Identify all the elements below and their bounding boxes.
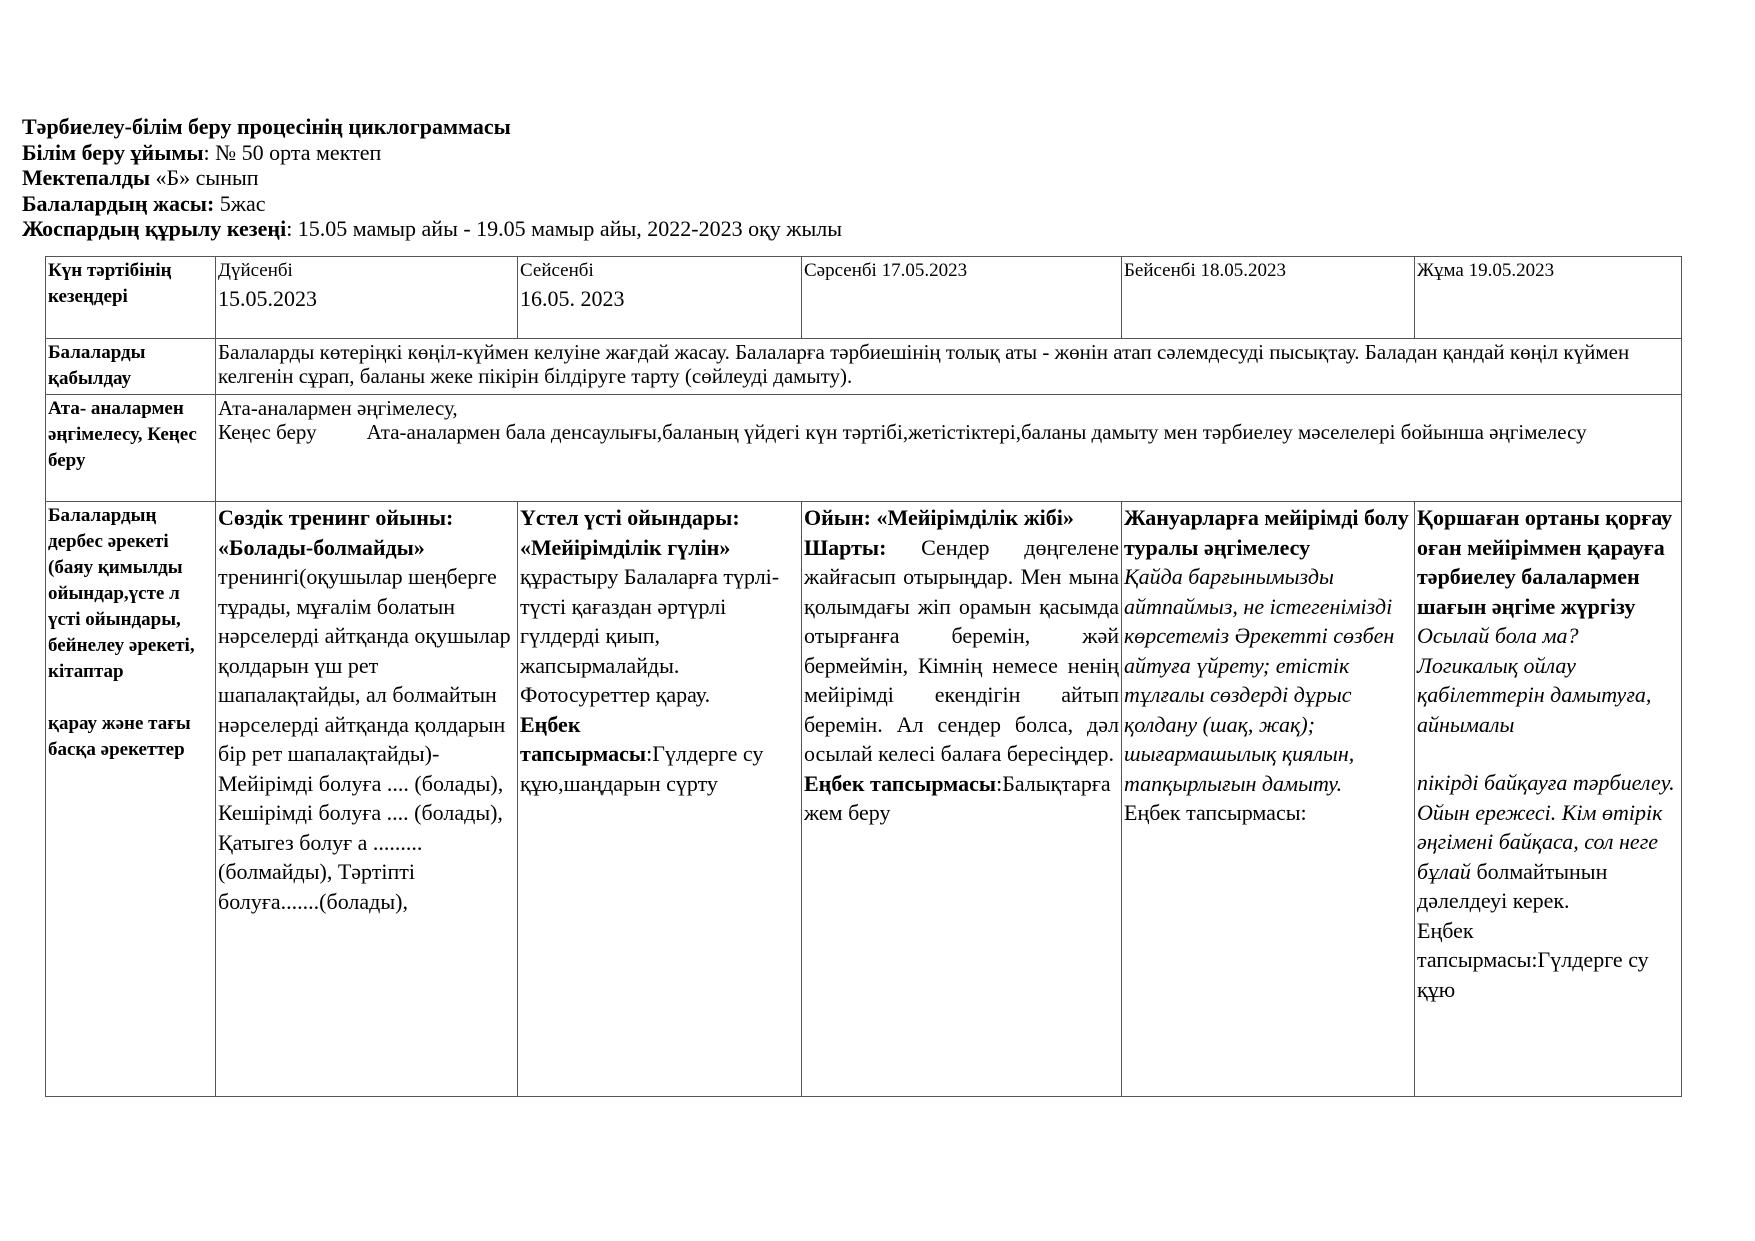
friday-activity <box>1415 502 1682 1097</box>
tuesday-task-label: Еңбек тапсырмасы <box>520 711 647 766</box>
thursday-activity-text: Қайда барғынымызды айтпаймыз, не істегенімізді көрсетеміз Әрекетті сөзбен айтуға үйрету; етістік тұлғалы сөздерді дұрыс қолдану (шақ, жақ); шығармашылық қиялын, тапқырлығын дамыту. <box>1124 564 1395 796</box>
friday-text-3: Ойын ережесі. Кім өтірік әңгімені байқаса, сол неге бұлай <box>1417 799 1663 884</box>
friday-text-1: Осылай бола ма? Логикалық ойлау қабілеттерін дамытуға, айнымалы <box>1417 623 1652 737</box>
period-line <box>22 216 842 242</box>
thursday-header: Бейсенбі 18.05.2023 <box>1122 257 1415 339</box>
activities-stage-part-1: Балалардың дербес әрекеті (баяу қимылды ойындар,үсте л үсті ойындары, бейнелеу әрекеті, кітаптар <box>48 505 195 682</box>
tuesday-task <box>520 710 799 799</box>
monday-activity-text: тренингі(оқушылар шеңберге тұрады, мұғалім болатын нәрселерді айтқанда оқушылар қолдарын үш рет шапалақтайды, ал болмайтын нәрселерді айтқанда қолдарын бір рет шапалақтайды)- Мейірімді болуға .... (болады), Кешірімді болуға .... (болады), Қатыгез болуғ а .........(болмайды), Тәртіпті болуға.......(болады), <box>218 564 511 914</box>
organization-value: : № 50 орта мектеп <box>203 139 382 165</box>
reception-row <box>46 339 1682 395</box>
thursday-activity-title: Жануарларға мейірімді болу туралы әңгімелесу <box>1124 505 1409 560</box>
tuesday-date: 16.05. 2023 <box>520 286 625 311</box>
activities-stage <box>46 502 216 1097</box>
wednesday-task <box>804 769 1119 828</box>
class-line <box>22 165 842 191</box>
parents-line-1: Ата-аналармен әңгімелесу, <box>218 396 458 420</box>
consultation-text: Ата-аналармен бала денсаулығы,баланың үйдегі күн тәртібі,жетістіктері,баланы дамыту мен тәрбиелеу мәселелері бойынша әңгімелесу <box>366 420 1587 444</box>
stage-column-header: Күн тәртібінің кезеңдері <box>46 257 216 339</box>
wednesday-header: Сәрсенбі 17.05.2023 <box>802 257 1122 339</box>
age-line <box>22 191 842 217</box>
parents-line-2 <box>218 420 1679 444</box>
class-label: Мектепалды <box>22 165 151 190</box>
friday-text-4: болмайтынын дәлелдеуі керек. <box>1417 858 1608 913</box>
wednesday-condition-text: Сендер дөңгелене жайғасып отырыңдар. Мен мына қолымдағы жіп орамын қасымда отырғанға беремін, жәй бермеймін, Кімнің немесе ненің мейірімді екендігін айтып беремін. Ал сендер болса, дәл осылай келесі балаға бересіңдер. <box>804 534 1119 766</box>
tuesday-activity-text: құрастыру Балаларға түрлі-түсті қағаздан әртүрлі гүлдерді қиып, жапсырмалайды. Фотосуреттер қарау. <box>520 564 780 707</box>
monday-header <box>216 257 518 339</box>
tuesday-activity <box>518 502 802 1097</box>
friday-header: Жұма 19.05.2023 <box>1415 257 1682 339</box>
monday-activity-title: Сөздік тренинг ойыны: «Болады-болмайды» <box>218 505 454 560</box>
period-label: Жоспардың құрылу кезеңі <box>22 216 287 241</box>
thursday-task: Еңбек тапсырмасы: <box>1124 800 1307 825</box>
parents-row <box>46 395 1682 502</box>
cyclogram-table <box>45 256 1682 1097</box>
document-header <box>22 114 842 242</box>
organization-line <box>22 140 842 166</box>
tuesday-header <box>518 257 802 339</box>
class-value: «Б» сынып <box>150 165 259 190</box>
wednesday-activity <box>802 502 1122 1097</box>
friday-text-3-4 <box>1417 798 1679 916</box>
age-label: Балалардың жасы: <box>22 190 215 216</box>
header-row <box>46 257 1682 339</box>
reception-text: Балаларды көтеріңкі көңіл-күймен келуіне жағдай жасау. Балаларға тәрбиешінің толық аты - жөнін атап сәлемдесуді пысықтау. Баладан қандай көңіл күймен келгенін сұрап, баланы жеке пікірін білдіруге тарту (сөйлеуді дамыту). <box>216 339 1682 395</box>
wednesday-condition-label: Шарты: <box>804 534 887 560</box>
thursday-activity <box>1122 502 1415 1097</box>
period-value: : 15.05 мамыр айы - 19.05 мамыр айы, 2022-2023 оқу жылы <box>286 216 842 241</box>
monday-activity <box>216 502 518 1097</box>
friday-task: Еңбек тапсырмасы:Гүлдерге су құю <box>1417 917 1649 1002</box>
wednesday-activity-title: Ойын: «Мейірімділік жібі» <box>804 505 1074 530</box>
parents-stage: Ата- аналармен әңгімелесу, Кеңес беру <box>46 395 216 502</box>
monday-name: Дүйсенбі <box>218 260 293 281</box>
tuesday-activity-title: Үстел үсті ойындары: «Мейірімділік гүлін» <box>520 505 740 560</box>
consultation-label: Кеңес беру <box>218 420 317 444</box>
document-title: Тәрбиелеу-білім беру процесінің циклограммасы <box>22 114 511 139</box>
monday-date: 15.05.2023 <box>218 286 317 311</box>
parents-text <box>216 395 1682 502</box>
organization-label: Білім беру ұйымы <box>22 139 204 165</box>
activities-row <box>46 502 1682 1097</box>
tuesday-name: Сейсенбі <box>520 260 594 281</box>
wednesday-task-text: :Балықтарға жем беру <box>804 770 1111 825</box>
activities-stage-part-2: қарау және тағы басқа әрекеттер <box>48 713 191 760</box>
reception-stage: Балаларды қабылдау <box>46 339 216 395</box>
friday-activity-title: Қоршаған ортаны қорғау оған мейіріммен қарауға тәрбиелеу балалармен шағын әңгіме жүргізу <box>1417 505 1673 619</box>
wednesday-task-label: Еңбек тапсырмасы <box>804 770 997 796</box>
tuesday-task-text: :Гүлдерге су құю,шаңдарын сүрту <box>520 741 764 796</box>
wednesday-condition <box>804 533 1119 769</box>
age-value: 5жас <box>214 190 266 216</box>
friday-text-2: пікірді байқауға тәрбиелеу. <box>1417 770 1675 795</box>
